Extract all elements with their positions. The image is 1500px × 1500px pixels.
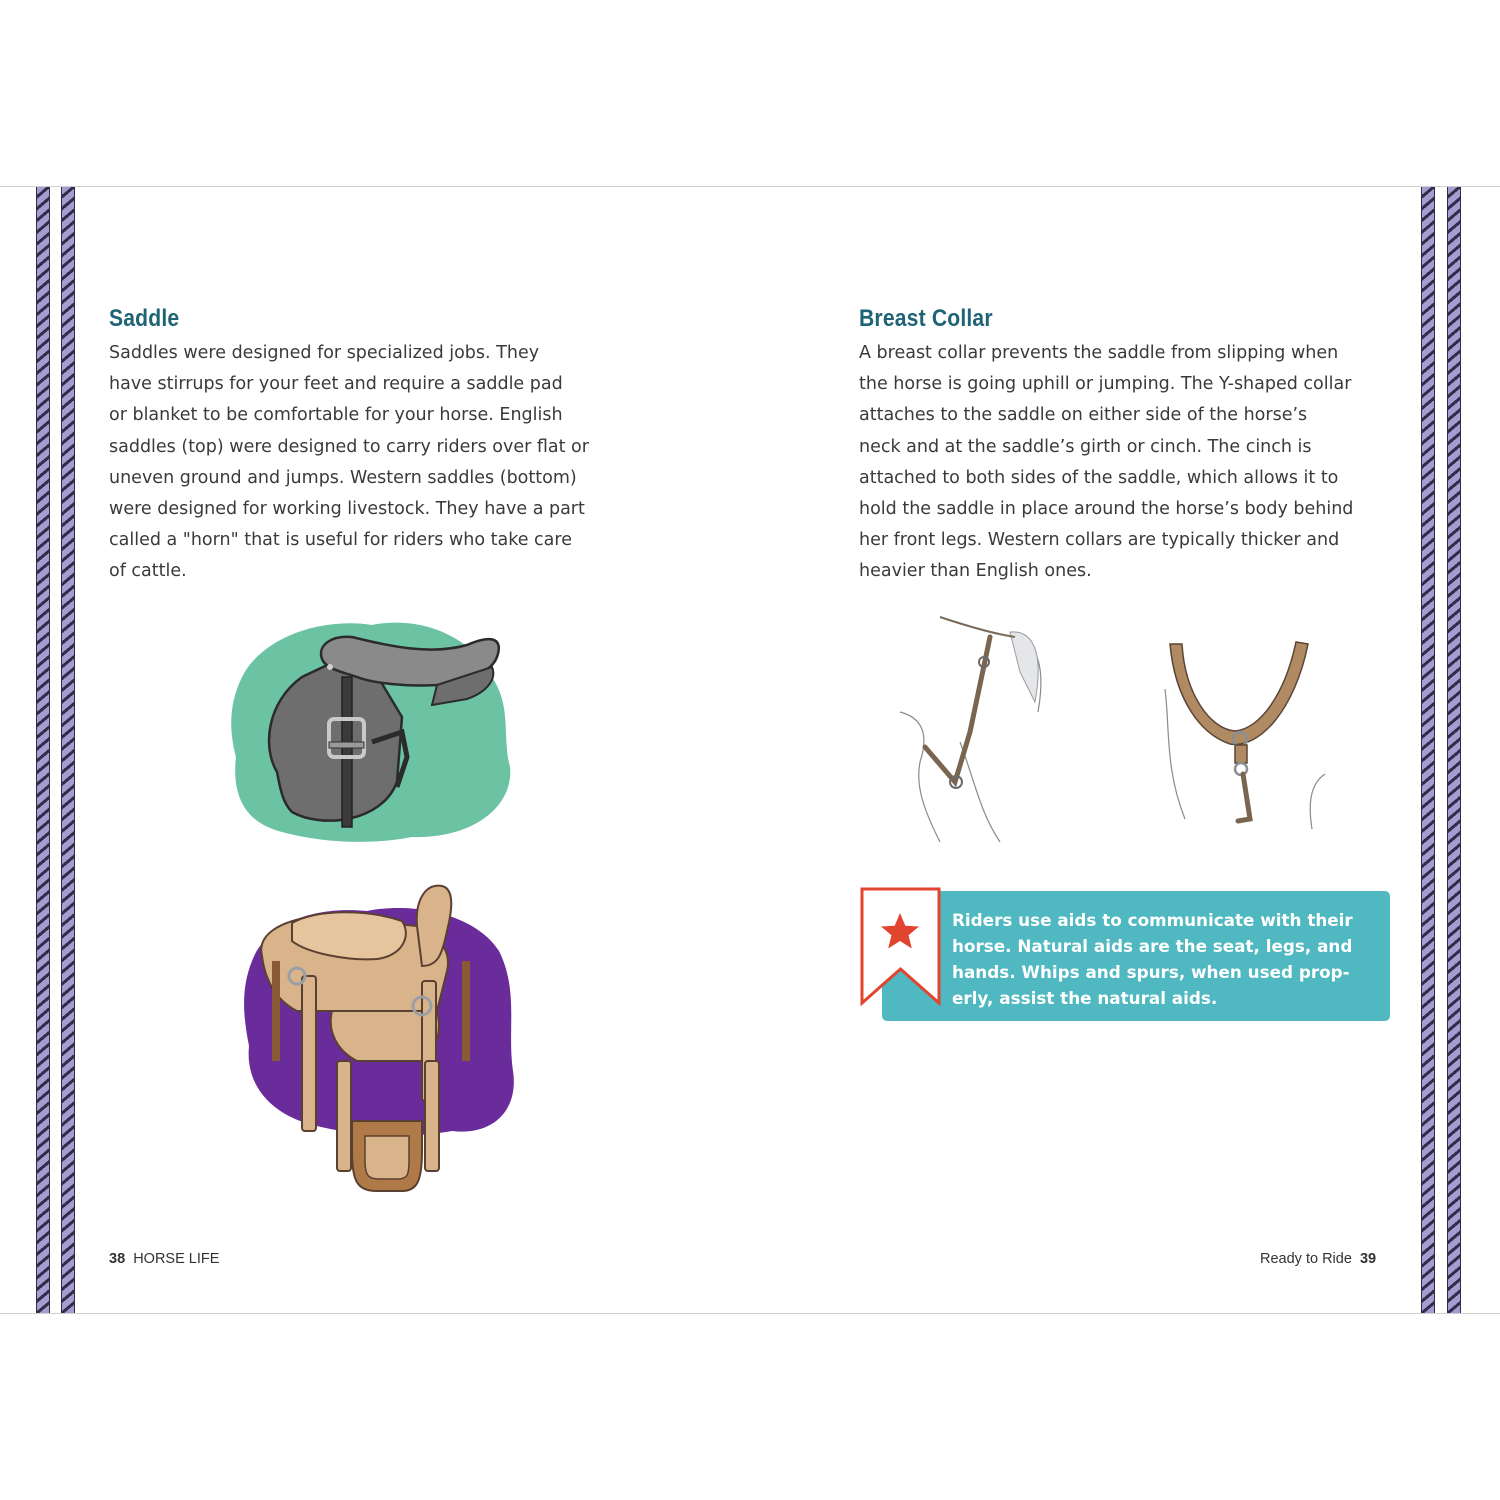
- rope-border-left-outer: [36, 187, 50, 1313]
- rope-border-right-outer: [1447, 187, 1461, 1313]
- tip-callout: [882, 891, 1390, 1021]
- chapter-title: Ready to Ride: [1260, 1251, 1352, 1267]
- breast-collar-paragraph: A breast collar prevents the saddle from slipping when the horse is going uphill or jumping. The Y-shaped collar attaches to the saddle on either side of the horse’s neck and at the saddle’s girth or cinch. The cinch is attached to both sides of the saddle, which allows it to hold the saddle in place around the horse’s body behind her front legs. Western collars are typically thicker and heavier than English ones.: [859, 343, 1354, 582]
- book-title: HORSE LIFE: [133, 1251, 220, 1267]
- western-breast-collar-illustration: [1160, 639, 1330, 839]
- saddle-paragraph: Saddles were designed for specialized jobs. They have stirrups for your feet and require a saddle pad or blanket to be comfortable for your horse. English saddles (top) were designed to carry riders over flat or uneven ground and jumps. Western saddles (bottom) were designed for working livestock. They have a part called a "horn" that is useful for riders who take care of cattle.: [109, 343, 589, 582]
- rope-border-right-inner: [1421, 187, 1435, 1313]
- page-number-39: 39: [1359, 1251, 1377, 1267]
- bookmark-ribbon: [860, 887, 942, 1007]
- callout-text: Riders use aids to communicate with their horse. Natural aids are the seat, legs, and hands. Whips and spurs, when used prop- erly, assist the natural aids.: [952, 910, 1353, 1008]
- western-saddle-illustration: [237, 881, 522, 1206]
- right-folio: [1260, 1251, 1376, 1267]
- breast-collar-heading: Breast Collar: [859, 305, 993, 332]
- left-folio: [109, 1251, 219, 1267]
- english-saddle-illustration: [222, 607, 517, 847]
- english-breast-collar-illustration: [890, 612, 1050, 847]
- rope-border-left-inner: [61, 187, 75, 1313]
- page-number-38: 38: [109, 1251, 126, 1267]
- saddle-heading: Saddle: [109, 305, 180, 332]
- book-spread: [0, 186, 1500, 1314]
